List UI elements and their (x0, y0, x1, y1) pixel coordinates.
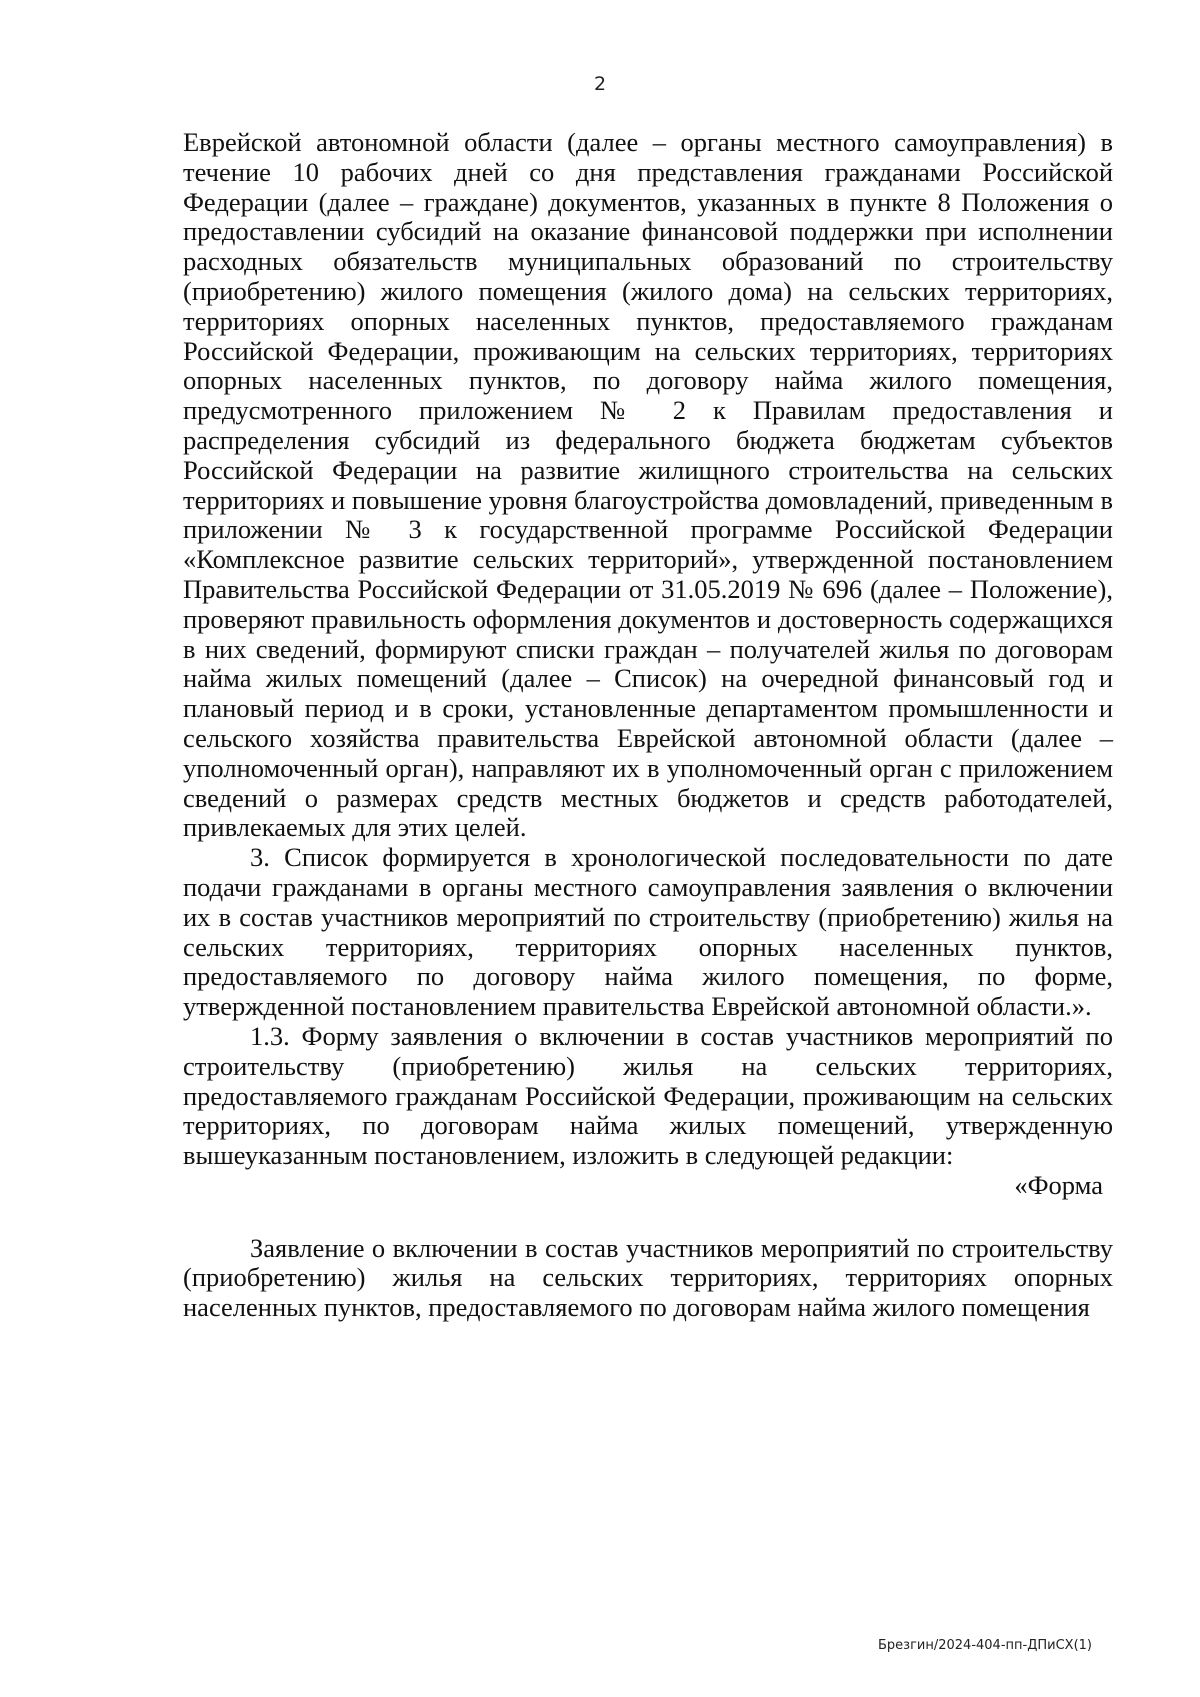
document-body (183, 128, 1113, 1323)
spacer (183, 1201, 1113, 1234)
footer-document-code: Брезгин/2024-404-пп-ДПиСХ(1) (878, 1638, 1092, 1653)
form-label: «Форма (1014, 1169, 1103, 1200)
page-number: 2 (593, 73, 607, 95)
paragraph-item-1-3: 1.3. Форму заявления о включении в состав участников мероприятий по строительству (приобретению) жилья на сельских территориях, предоставляемого гражданам Российской Федерации, проживающим на сельских территориях, по договорам найма жилых помещений, утвержденную вышеуказанным постановлением, изложить в следующей редакции: (183, 1020, 1113, 1171)
application-title: Заявление о включении в состав участников мероприятий по строительству (приобретению) жилья на сельских территориях, территориях опорных населенных пунктов, предоставляемого по договорам найма жилого помещения (183, 1232, 1113, 1323)
paragraph-item-3: 3. Список формируется в хронологической последовательности по дате подачи гражданами в органы местного самоуправления заявления о включении их в состав участников мероприятий по строительству (приобретению) жилья на сельских территориях, территориях опорных населенных пунктов, предоставляемого по договору найма жилого помещения, по форме, утвержденной постановлением правительства Еврейской автономной области.». (183, 842, 1113, 1022)
paragraph-continuation: Еврейской автономной области (далее – органы местного самоуправления) в течение 10 рабочих дней со дня представления гражданами Российской Федерации (далее – граждане) документов, указанных в пункте 8 Положения о предоставлении субсидий на оказание финансовой поддержки при исполнении расходных обязательств муниципальных образований по строительству (приобретению) жилого помещения (жилого дома) на сельских территориях, территориях опорных населенных пунктов, предоставляемого гражданам Российской Федерации, проживающим на сельских территориях, территориях опорных населенных пунктов, по договору найма жилого помещения, предусмотренного приложением № 2 к Правилам предоставления и распределения субсидий из федерального бюджета бюджетам субъектов Российской Федерации на развитие жилищного строительства на сельских территориях и повышение уровня благоустройства домовладений, приведенным в приложении № 3 к государственной программе Российской Федерации «Комплексное развитие сельских территорий», утвержденной постановлением Правительства Российской Федерации от 31.05.2019 № 696 (далее – Положение), проверяют правильность оформления документов и достоверность содержащихся в них сведений, формируют списки граждан – получателей жилья по договорам найма жилых помещений (далее – Список) на очередной финансовый год и плановый период и в сроки, установленные департаментом промышленности и сельского хозяйства правительства Еврейской автономной области (далее – уполномоченный орган), направляют их в уполномоченный орган с приложением сведений о размерах средств местных бюджетов и средств работодателей, привлекаемых для этих целей. (183, 127, 1113, 843)
